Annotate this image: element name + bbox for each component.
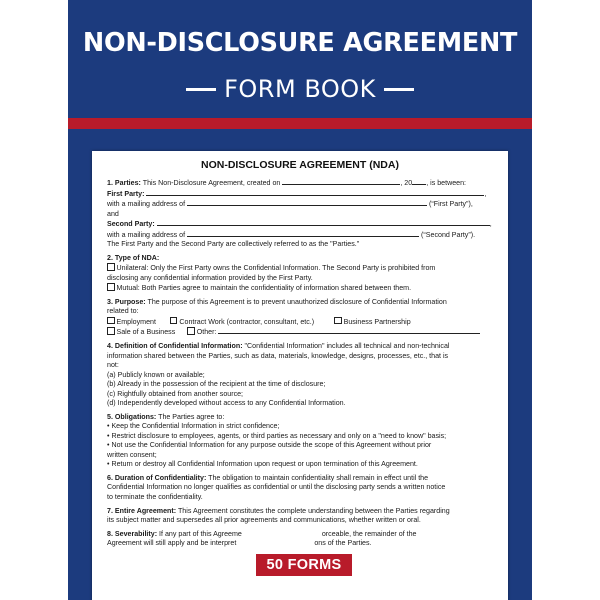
section-heading: 2. Type of NDA:: [107, 253, 160, 262]
date-blank: [282, 178, 400, 185]
section-heading: 7. Entire Agreement:: [107, 506, 177, 515]
list-item: • Return or destroy all Confidential Information upon request or upon termination of this Agreement.: [107, 460, 418, 469]
list-item: • Restrict disclosure to employees, agents, or third parties as necessary and only on a "need to know" basis;: [107, 431, 447, 440]
mutual-checkbox[interactable]: [107, 283, 115, 291]
cover-subtitle: FORM BOOK: [224, 75, 376, 103]
section-heading: 4. Definition of Confidential Information:: [107, 342, 243, 351]
section-type: 2. Type of NDA: Unilateral: Only the First Party owns the Confidential Information. The Second Party is prohibited from disclosing any confidential information provided by the First Party. Mutual: Both Parties agree to maintain the confidentiality of information shared between them.: [107, 253, 436, 293]
section-severability: 8. Severability: If any part of this Agreeme orceable, the remainder of the Agreement will still apply and be interpret ons of the Parties.: [107, 529, 417, 548]
unilateral-checkbox[interactable]: [107, 263, 115, 271]
list-item: • Keep the Confidential Information in strict confidence;: [107, 422, 280, 431]
section-heading: 5. Obligations:: [107, 412, 157, 421]
section-definition: 4. Definition of Confidential Information: "Confidential Information" includes all technical and non-technical information shared between the Parties, such as data, materials, knowledge, designs, processes, etc., that is not: (a) Publicly known or available; (b) Already in the possession of the recipient at the time of disclosure; (c) Rightfully obtained from another source; (d) Independently developed without access to any Confidential Information.: [107, 342, 495, 409]
cover-subtitle-row: [68, 72, 532, 106]
sale-of-business-checkbox[interactable]: [107, 327, 115, 335]
first-party-address-blank: [187, 199, 427, 206]
other-checkbox[interactable]: [187, 327, 195, 335]
document-body: [107, 178, 495, 553]
book-cover: [68, 0, 532, 600]
forms-count-badge: 50 FORMS: [256, 554, 352, 576]
document-title: NON-DISCLOSURE AGREEMENT (NDA): [201, 159, 399, 171]
section-obligations: 5. Obligations: The Parties agree to: • Keep the Confidential Information in strict confidence; • Restrict disclosure to employees, agents, or third parties as necessary and only on a "need to know" basis; • Not use the Confidential Information for any purpose outside the scope of this Agreement without prior written consent; • Return or destroy all Confidential Information upon request or upon termination of this Agreement.: [107, 413, 495, 470]
list-item: (c) Rightfully obtained from another source;: [107, 389, 244, 398]
second-party-address-blank: [187, 230, 419, 237]
section-purpose: 3. Purpose: The purpose of this Agreement is to prevent unauthorized disclosure of Confidential Information related to: Employment Contract Work (contractor, consultant, etc.) Business Partnership Sale of a Business Other:: [107, 298, 495, 338]
cover-red-band: [68, 118, 532, 129]
subtitle-rule-right: [384, 88, 414, 91]
section-heading: 6. Duration of Confidentiality:: [107, 473, 207, 482]
employment-checkbox[interactable]: [107, 317, 115, 325]
list-item: (b) Already in the possession of the recipient at the time of disclosure;: [107, 380, 326, 389]
section-heading: 3. Purpose:: [107, 297, 146, 306]
second-party-name-blank: [157, 219, 490, 226]
list-item: • Not use the Confidential Information for any purpose outside the scope of this Agreement without prior: [107, 441, 432, 450]
first-party-name-blank: [146, 189, 484, 196]
contract-work-checkbox[interactable]: [170, 317, 178, 325]
subtitle-rule-left: [186, 88, 216, 91]
other-blank: [218, 327, 480, 334]
section-heading: 1. Parties:: [107, 179, 141, 187]
list-item: (d) Independently developed without access to any Confidential Information.: [107, 399, 346, 408]
section-parties: 1. Parties: This Non-Disclosure Agreement, created on , 20 , is between: First Party: , with a mailing address of (“First Party”), and Second Party: , with a mailing address of (“Second Party”). The First Party and the Second Party are collectively referred to as the "Parties.": [107, 179, 492, 248]
cover-title: NON-DISCLOSURE AGREEMENT: [82, 28, 518, 58]
business-partnership-checkbox[interactable]: [334, 317, 342, 325]
section-entire-agreement: 7. Entire Agreement: This Agreement constitutes the complete understanding between the Parties regarding its subject matter and supersedes all prior agreements and communications, whether written or oral.: [107, 506, 450, 525]
list-item: (a) Publicly known or available;: [107, 370, 205, 379]
year-blank: [412, 178, 426, 185]
section-duration: 6. Duration of Confidentiality: The obligation to maintain confidentiality shall remain in effect until the Confidential Information no longer qualifies as confidential or until the disclosing party sends a written notice to terminate the confidentiality.: [107, 473, 446, 501]
section-heading: 8. Severability:: [107, 529, 158, 538]
document-page: [92, 151, 508, 600]
